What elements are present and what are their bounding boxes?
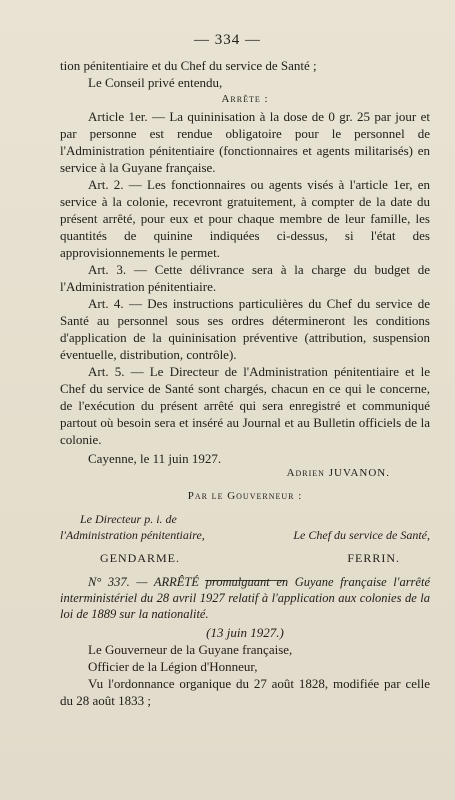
arrete-heading: Arrête : bbox=[221, 93, 269, 105]
article-4: Art. 4. — Des instructions particulières du Chef du service de Santé au personnel sous ses ordres détermineront les conditions d'application de la quininisation préventive (attribution, suspension éventuelle, distribution, contrôle). bbox=[60, 296, 430, 362]
date-place: Cayenne, le 11 juin 1927. bbox=[88, 451, 222, 466]
governor-line: Le Gouverneur de la Guyane française, bbox=[88, 642, 293, 657]
decree-2-date: (13 juin 1927.) bbox=[206, 625, 284, 640]
left-signatory: GENDARME. bbox=[100, 551, 180, 565]
article-2: Art. 2. — Les fonctionnaires ou agents visés à l'article 1er, en service à la colonie, recevront gratuitement, à compter de la date du présent arrêté, pour eux et pour chaque membre de leur famille, les quantités de quinine indiquées ci-dessus, si l'état des approvisionnements le permet. bbox=[60, 177, 430, 260]
article-5: Art. 5. — Le Directeur de l'Administration pénitentiaire et le Chef du service de Santé sont chargés, chacun en ce qui le concerne, de l'exécution du présent arrêté qui sera enregistré et communiqué partout où besoin sera et inséré au Journal et au Bulletin officiels de la colonie. bbox=[60, 364, 430, 447]
right-title: Le Chef du service de Santé, bbox=[293, 528, 430, 542]
intro-line-2: Le Conseil privé entendu, bbox=[88, 75, 223, 90]
article-3: Art. 3. — Cette délivrance sera à la charge du budget de l'Administration pénitentiaire. bbox=[60, 262, 430, 294]
right-signatory: FERRIN. bbox=[347, 551, 400, 565]
signatures bbox=[60, 511, 430, 566]
officer-line: Officier de la Légion d'Honneur, bbox=[88, 659, 258, 674]
decree-1 bbox=[60, 57, 430, 591]
decree-2-heading: N° 337. — ARRÊTÉ promulguant en Guyane française l'arrêté interministériel du 28 avril 1927 relatif à l'application aux colonies de la loi de 1889 sur la nationalité. bbox=[60, 575, 430, 621]
article-1: Article 1er. — La quininisation à la dose de 0 gr. 25 par jour et par personne est rendue obligatoire pour le personnel de l'Administration pénitentiaire (fonctionnaires et agents militarisés) en service à la Guyane française. bbox=[60, 109, 430, 175]
left-title-line-2: l'Administration pénitentiaire, bbox=[60, 528, 205, 542]
vu-line: Vu l'ordonnance organique du 27 août 1828, modifiée par celle du 28 août 1833 ; bbox=[60, 676, 430, 708]
signer-name: Adrien JUVANON. bbox=[286, 467, 390, 479]
page-number: — 334 — bbox=[194, 32, 261, 48]
decree-2 bbox=[60, 574, 430, 709]
par-le-gouverneur: Par le Gouverneur : bbox=[187, 490, 303, 502]
left-title-line-1: Le Directeur p. i. de bbox=[80, 512, 177, 526]
intro-line-1: tion pénitentiaire et du Chef du service de Santé ; bbox=[60, 58, 317, 73]
